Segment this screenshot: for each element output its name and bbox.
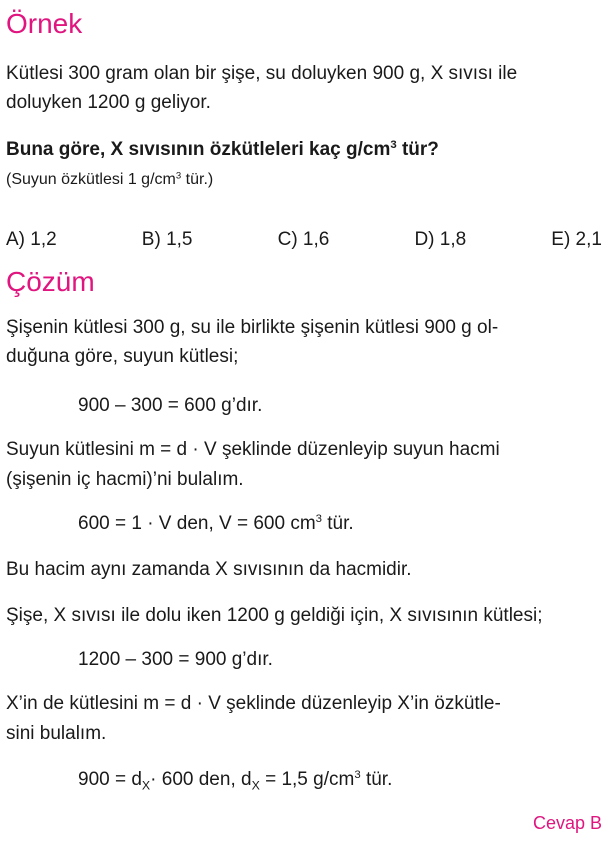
equation-volume xyxy=(78,512,354,536)
density-note-end: tür.) xyxy=(181,171,214,188)
equation-x-density-subscript-1: X xyxy=(141,778,151,793)
equation-x-density-part-2: · 600 den, d xyxy=(150,769,252,790)
equation-volume-main: 600 = 1 · V den, V = 600 cm xyxy=(78,513,316,534)
equation-x-density-part-4: tür. xyxy=(360,769,393,790)
equation-volume-end: tür. xyxy=(322,513,354,534)
equation-x-density-part-3: = 1,5 g/cm xyxy=(259,769,355,790)
solution-paragraph-4: Şişe, X sıvısı ile dolu iken 1200 g geldiği için, X sıvısının kütlesi; xyxy=(6,605,543,626)
question-superscript: 3 xyxy=(390,139,397,152)
solution-paragraph-3: Bu hacim aynı zamanda X sıvısının da hacmidir. xyxy=(6,559,412,580)
option-d[interactable]: D) 1,8 xyxy=(414,229,467,250)
answer-options xyxy=(6,228,602,252)
question-text-end: tür? xyxy=(396,139,439,160)
equation-water-mass: 900 – 300 = 600 g’dır. xyxy=(78,395,263,416)
solution-heading: Çözüm xyxy=(6,266,95,297)
example-heading: Örnek xyxy=(6,8,83,39)
equation-volume-superscript: 3 xyxy=(315,513,322,526)
question-text xyxy=(6,138,439,162)
solution-paragraph-1-line-2: duğuna göre, suyun kütlesi; xyxy=(6,346,239,367)
solution-paragraph-5-line-2: sini bulalım. xyxy=(6,723,107,744)
equation-x-density-part-1: 900 = d xyxy=(78,769,142,790)
equation-x-mass: 1200 – 300 = 900 g’dır. xyxy=(78,649,273,670)
question-text-main: Buna göre, X sıvısının özkütleleri kaç g/cm xyxy=(6,139,391,160)
density-note xyxy=(6,168,213,192)
option-c[interactable]: C) 1,6 xyxy=(277,229,330,250)
option-e[interactable]: E) 2,1 xyxy=(551,229,602,250)
answer-label: Cevap B xyxy=(532,813,602,833)
solution-paragraph-5-line-1: X’in de kütlesini m = d · V şeklinde düzenleyip X’in özkütle- xyxy=(6,693,501,714)
equation-x-density xyxy=(78,768,392,792)
density-note-superscript: 3 xyxy=(175,170,182,182)
solution-paragraph-1-line-1: Şişenin kütlesi 300 g, su ile birlikte şişenin kütlesi 900 g ol- xyxy=(6,317,499,338)
solution-paragraph-2-line-1: Suyun kütlesini m = d · V şeklinde düzenleyip suyun hacmi xyxy=(6,439,500,460)
problem-text-line-1: Kütlesi 300 gram olan bir şişe, su doluyken 900 g, X sıvısı ile xyxy=(6,63,518,84)
equation-x-density-superscript: 3 xyxy=(354,769,361,782)
problem-text-line-2: doluyken 1200 g geliyor. xyxy=(6,92,211,113)
density-note-main: (Suyun özkütlesi 1 g/cm xyxy=(6,171,176,188)
option-a[interactable]: A) 1,2 xyxy=(6,229,57,250)
option-b[interactable]: B) 1,5 xyxy=(141,229,193,250)
equation-x-density-subscript-2: X xyxy=(251,778,260,793)
solution-paragraph-2-line-2: (şişenin iç hacmi)’ni bulalım. xyxy=(6,469,244,490)
